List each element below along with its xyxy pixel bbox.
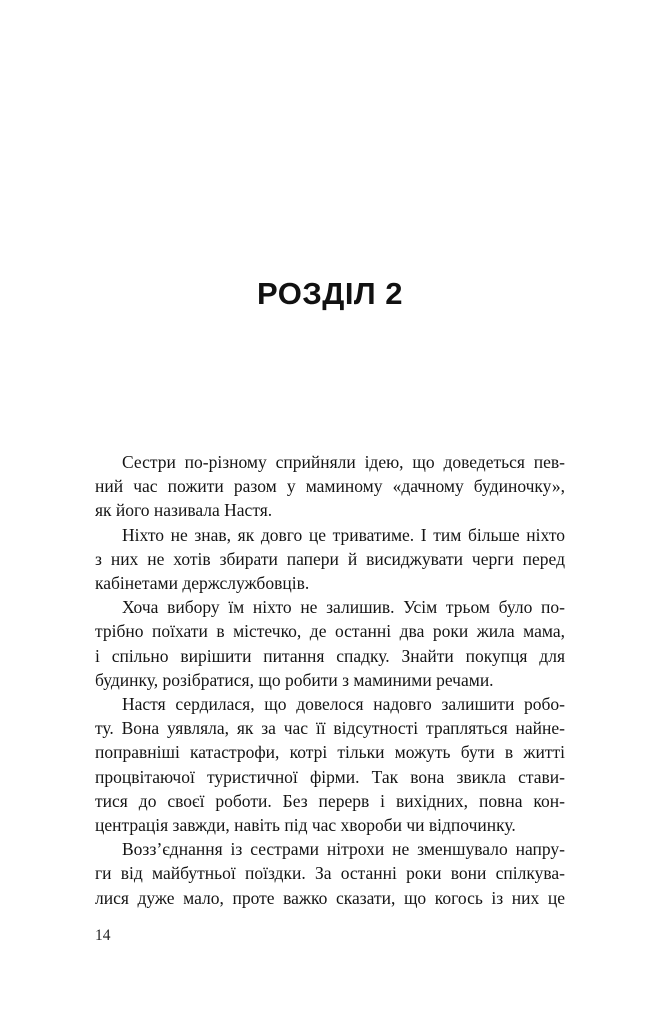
text-line: лися дуже мало, проте важко сказати, що когось із них це: [95, 887, 565, 908]
text-line: Возз’єднання із сестрами нітрохи не зменшувало напру-: [122, 839, 565, 860]
text-line: ний час пожити разом у маминому «дачному будиночку»,: [95, 476, 565, 497]
text-line: Ніхто не знав, як довго це триватиме. І тим більше ніхто: [122, 524, 565, 545]
text-line: ту. Вона уявляла, як за час її відсутності трапляться найне-: [95, 718, 565, 739]
text-line: Сестри по-різному сприйняли ідею, що доведеться пев-: [122, 452, 565, 472]
text-line: тися до своєї роботи. Без перерв і вихідних, повна кон-: [95, 790, 565, 811]
text-line: процвітаючої туристичної фірми. Так вона звикла стави-: [95, 766, 565, 787]
text-line: поправніші катастрофи, котрі тільки можуть бути в житті: [95, 742, 565, 763]
body-text: [95, 450, 565, 910]
text-line: ги від майбутньої поїздки. За останні роки вони спілкува-: [95, 863, 565, 884]
text-line: і спільно вирішити питання спадку. Знайти покупця для: [95, 645, 565, 666]
page-number: 14: [95, 927, 111, 944]
text-line: як його називала Настя.: [95, 500, 273, 521]
text-line: трібно поїхати в містечко, де останні два роки жила мама,: [95, 621, 565, 642]
text-line: кабінетами держслужбовців.: [95, 573, 310, 594]
text-line: центрація завжди, навіть під час хвороби чи відпочинку.: [95, 815, 516, 836]
chapter-title: РОЗДІЛ 2: [256, 276, 404, 311]
text-line: Хоча вибору їм ніхто не залишив. Усім трьом було по-: [122, 597, 565, 618]
text-line: будинку, розібратися, що робити з маминими речами.: [95, 669, 494, 690]
text-line: Настя сердилася, що довелося надовго залишити робо-: [122, 694, 565, 715]
text-line: з них не хотів збирати папери й висиджувати черги перед: [95, 548, 565, 569]
